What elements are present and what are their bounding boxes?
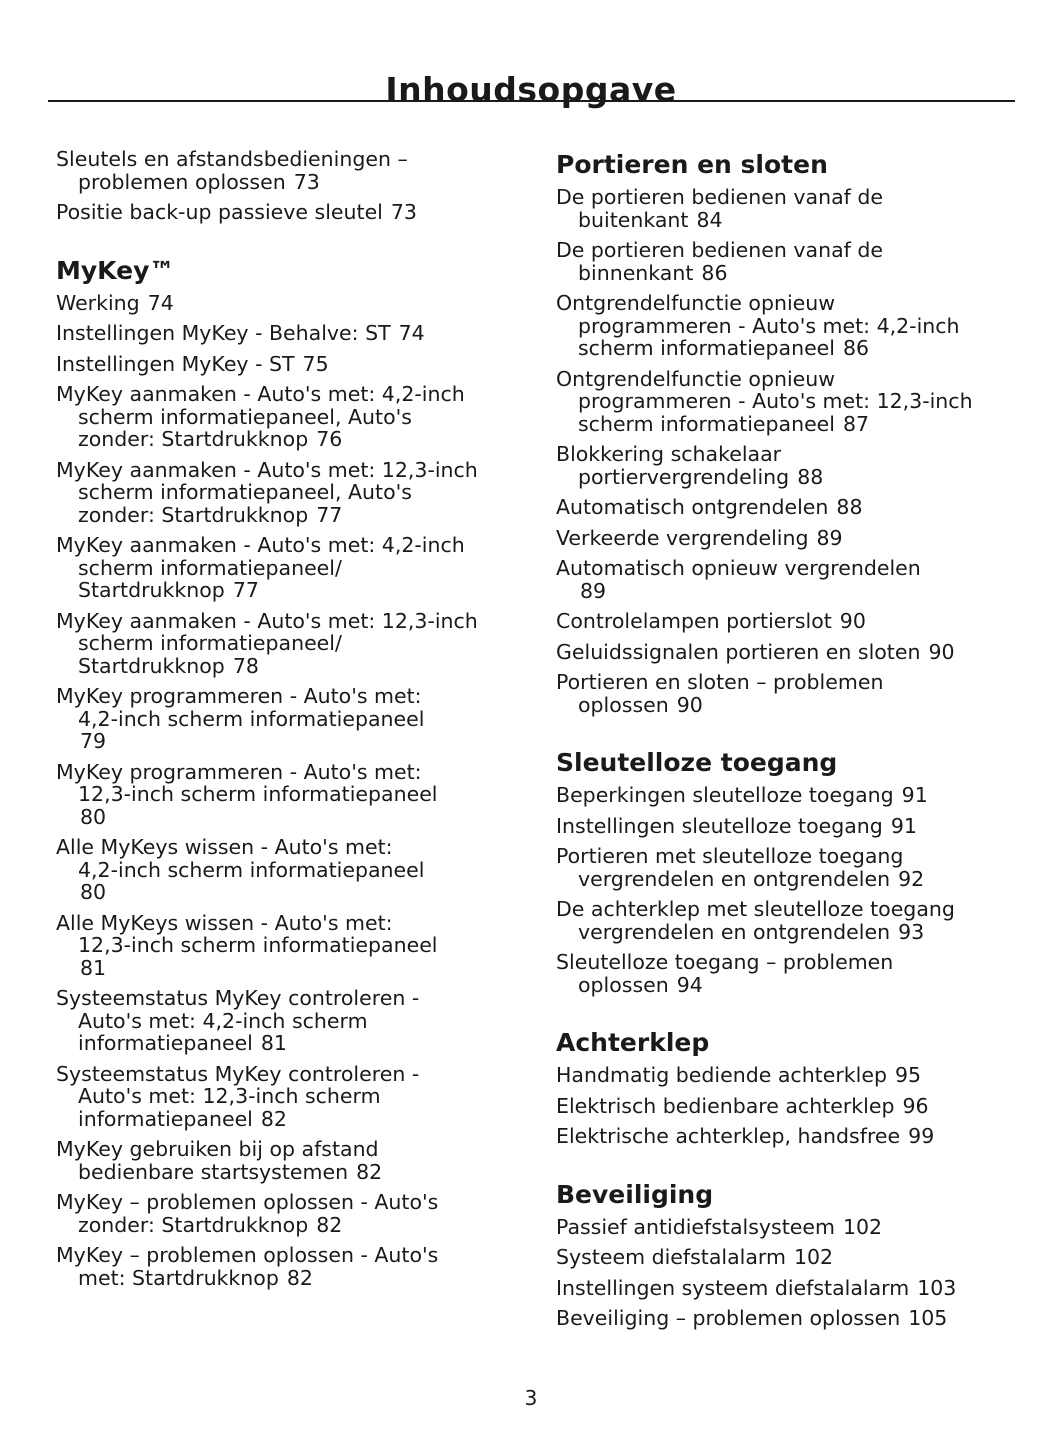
toc-entry-last-line: [556, 815, 1008, 838]
toc-entry-text: programmeren - Auto's met: 12,3-inch: [578, 389, 973, 413]
toc-entry-last-line: [556, 1125, 1008, 1148]
toc-page-number: 91: [890, 813, 917, 838]
toc-entry-text: scherm informatiepaneel, Auto's: [78, 480, 412, 504]
toc-entry-text: met: Startdrukknop: [78, 1265, 279, 1290]
toc-entry-text: scherm informatiepaneel/: [78, 555, 342, 580]
toc-entry-text: Elektrische achterklep, handsfree: [556, 1124, 901, 1148]
toc-page-number: 81: [260, 1031, 287, 1055]
toc-page-number: 84: [696, 207, 723, 232]
toc-entry-text: Werking: [56, 290, 140, 315]
toc-entry-last-line: [56, 428, 508, 451]
toc-entry-text: zonder: Startdrukknop: [78, 427, 309, 451]
toc-entry-text: MyKey aanmaken - Auto's met: 12,3-inch: [56, 608, 478, 633]
section-heading: Beveiliging: [556, 1179, 714, 1209]
toc-entry-last-line: [56, 353, 508, 376]
toc-entry-last-line: [556, 694, 1008, 717]
toc-entry-last-line: [556, 1095, 1008, 1118]
toc-entry-text: Systeemstatus MyKey controleren -: [56, 1061, 420, 1086]
toc-entry-last-line: [56, 730, 508, 753]
toc-entry[interactable]: [556, 496, 1008, 519]
toc-entry-text: Alle MyKeys wissen - Auto's met:: [56, 835, 393, 859]
toc-page-number: 88: [797, 464, 824, 489]
toc-entry-text: MyKey programmeren - Auto's met:: [56, 684, 422, 708]
toc-entry-text: Ontgrendelfunctie opnieuw: [556, 366, 836, 391]
toc-entry[interactable]: [556, 292, 1008, 360]
toc-entry-last-line: [556, 580, 1008, 603]
toc-entry-text: Beveiliging – problemen oplossen: [556, 1306, 901, 1330]
toc-entry-text: 12,3-inch scherm informatiepaneel: [78, 782, 438, 806]
page-number: 3: [524, 1386, 538, 1410]
toc-entry-text: informatiepaneel: [78, 1106, 253, 1131]
toc-entry-last-line: [556, 974, 1008, 997]
section-heading: Portieren en sloten: [556, 150, 828, 179]
toc-page-number: 99: [908, 1124, 935, 1148]
toc-page-number: 82: [286, 1265, 313, 1290]
toc-entry[interactable]: [556, 1277, 1008, 1300]
toc-column-left: [56, 148, 508, 1319]
toc-entry-text: Systeem diefstalalarm: [556, 1245, 786, 1269]
toc-entry[interactable]: [56, 685, 508, 753]
toc-entry[interactable]: [56, 1191, 508, 1236]
toc-page-number: 92: [898, 866, 925, 891]
toc-section-achterklep: [556, 1026, 1008, 1148]
toc-entry[interactable]: [56, 836, 508, 904]
toc-entry-last-line: [56, 806, 508, 829]
toc-entry-last-line: [556, 641, 1008, 664]
toc-entry-text: zonder: Startdrukknop: [78, 1212, 309, 1237]
toc-entry-last-line: [56, 1267, 508, 1290]
toc-entry[interactable]: [556, 239, 1008, 284]
toc-entry-last-line: [556, 1246, 1008, 1269]
toc-entry[interactable]: [556, 610, 1008, 633]
toc-entry[interactable]: [56, 1138, 508, 1183]
toc-entry-text: informatiepaneel: [78, 1031, 253, 1055]
toc-page-number: 74: [398, 321, 425, 345]
toc-page-number: 90: [839, 609, 866, 633]
toc-entry-text: De achterklep met sleutelloze toegang: [556, 897, 955, 921]
toc-column-right: [556, 148, 1008, 1360]
toc-entry-text: 12,3-inch scherm informatiepaneel: [78, 933, 438, 957]
toc-section-intro: [56, 148, 508, 224]
toc-entry-text: MyKey gebruiken bij op afstand: [56, 1137, 379, 1161]
toc-entry-text: Geluidssignalen portieren en sloten: [556, 639, 921, 664]
toc-entry-last-line: [556, 610, 1008, 633]
toc-entry[interactable]: [56, 292, 508, 315]
toc-entry[interactable]: [56, 987, 508, 1055]
toc-page-number: 82: [356, 1159, 383, 1184]
toc-page-number: 80: [80, 880, 107, 904]
toc-entry[interactable]: [556, 1095, 1008, 1118]
toc-entry[interactable]: [556, 1246, 1008, 1269]
toc-entry[interactable]: [556, 815, 1008, 838]
toc-page-number: 73: [293, 169, 320, 194]
toc-entry-last-line: [556, 527, 1008, 550]
toc-entry-last-line: [56, 957, 508, 980]
toc-entry[interactable]: [56, 459, 508, 527]
toc-entry[interactable]: [56, 148, 508, 193]
toc-entry-last-line: [556, 1307, 1008, 1330]
toc-entry-text: Ontgrendelfunctie opnieuw: [556, 291, 836, 315]
toc-entry-last-line: [56, 1214, 508, 1237]
toc-entry-text: MyKey aanmaken - Auto's met: 4,2-inch: [56, 533, 465, 557]
toc-entry[interactable]: [556, 368, 1008, 436]
toc-entry[interactable]: [56, 1244, 508, 1289]
toc-entry-text: MyKey aanmaken - Auto's met: 12,3-inch: [56, 457, 478, 482]
toc-page-number: 80: [80, 804, 107, 829]
toc-entry[interactable]: [556, 641, 1008, 664]
toc-entry-last-line: [556, 868, 1008, 891]
toc-entry[interactable]: [556, 845, 1008, 890]
toc-entry-last-line: [556, 209, 1008, 232]
toc-entry-last-line: [56, 881, 508, 904]
toc-page-number: 90: [676, 692, 703, 717]
toc-page-number: 102: [793, 1245, 834, 1269]
toc-section-beveiliging: [556, 1178, 1008, 1330]
toc-entry-text: Instellingen MyKey - ST: [56, 351, 295, 376]
toc-page-number: 96: [902, 1093, 929, 1118]
toc-page-number: 77: [316, 502, 343, 527]
toc-entry[interactable]: [56, 761, 508, 829]
toc-entry-text: programmeren - Auto's met: 4,2-inch: [578, 313, 960, 338]
toc-entry-last-line: [556, 921, 1008, 944]
toc-page-number: 81: [80, 955, 107, 980]
toc-entry-text: bedienbare startsystemen: [78, 1159, 349, 1184]
toc-entry-text: binnenkant: [578, 260, 694, 285]
toc-entry-last-line: [56, 655, 508, 678]
toc-section-sleutelloze-toegang: [556, 746, 1008, 996]
toc-entry-text: Startdrukknop: [78, 653, 225, 678]
toc-entry[interactable]: [556, 951, 1008, 996]
toc-entry-text: scherm informatiepaneel, Auto's: [78, 404, 412, 429]
section-heading: MyKey™: [56, 255, 175, 285]
toc-entry-last-line: [56, 201, 508, 224]
toc-page-number: 82: [260, 1106, 287, 1131]
toc-entry-text: scherm informatiepaneel/: [78, 631, 342, 655]
toc-entry[interactable]: [556, 784, 1008, 807]
toc-entry[interactable]: [56, 610, 508, 678]
toc-entry-text: oplossen: [578, 972, 669, 997]
toc-entry-text: Systeemstatus MyKey controleren -: [56, 986, 420, 1010]
toc-entry-text: De portieren bedienen vanaf de: [556, 238, 884, 262]
toc-page-number: 82: [316, 1212, 343, 1237]
toc-entry-text: 4,2-inch scherm informatiepaneel: [78, 857, 425, 882]
toc-entry[interactable]: [556, 1125, 1008, 1148]
toc-entry[interactable]: [56, 1063, 508, 1131]
toc-entry-text: Blokkering schakelaar: [556, 442, 782, 466]
title-divider: [48, 100, 1015, 102]
toc-entry-last-line: [56, 1161, 508, 1184]
toc-entry-text: Automatisch opnieuw vergrendelen: [556, 556, 921, 580]
toc-entry-last-line: [56, 322, 508, 345]
section-heading: Sleutelloze toegang: [556, 748, 838, 777]
toc-entry-text: Instellingen systeem diefstalalarm: [556, 1275, 910, 1300]
toc-entry-text: scherm informatiepaneel: [578, 411, 835, 436]
toc-page-number: 79: [80, 729, 107, 753]
toc-entry-text: Auto's met: 4,2-inch scherm: [78, 1008, 368, 1033]
toc-entry[interactable]: [56, 383, 508, 451]
toc-entry-last-line: [56, 1032, 508, 1055]
toc-entry-last-line: [56, 504, 508, 527]
toc-entry-text: MyKey aanmaken - Auto's met: 4,2-inch: [56, 382, 465, 406]
toc-entry-text: Verkeerde vergrendeling: [556, 525, 809, 550]
toc-entry-last-line: [56, 579, 508, 602]
toc-entry[interactable]: [556, 1064, 1008, 1087]
toc-entry-text: Portieren en sloten – problemen: [556, 670, 884, 694]
toc-entry-text: problemen oplossen: [78, 169, 286, 194]
toc-page-number: 102: [842, 1214, 883, 1239]
toc-page-number: 86: [701, 260, 728, 285]
toc-page-number: 89: [816, 525, 843, 550]
toc-page-number: 103: [917, 1275, 957, 1300]
page-title: Inhoudsopgave: [385, 70, 677, 110]
toc-entry-text: Sleutelloze toegang – problemen: [556, 950, 894, 974]
toc-entry-text: Startdrukknop: [78, 578, 225, 602]
toc-page-number: 73: [390, 200, 417, 224]
toc-entry-text: MyKey – problemen oplossen - Auto's: [56, 1190, 439, 1214]
toc-entry-text: De portieren bedienen vanaf de: [556, 185, 884, 209]
toc-page-number: 88: [836, 495, 863, 519]
toc-entry[interactable]: [56, 322, 508, 345]
toc-entry-last-line: [556, 337, 1008, 360]
toc-entry[interactable]: [556, 527, 1008, 550]
toc-entry-last-line: [56, 171, 508, 194]
toc-entry-last-line: [556, 262, 1008, 285]
toc-page-number: 93: [898, 919, 925, 944]
toc-entry-last-line: [556, 1064, 1008, 1087]
toc-entry-last-line: [556, 466, 1008, 489]
toc-page-number: 95: [894, 1063, 922, 1087]
toc-entry-text: Elektrisch bedienbare achterklep: [556, 1093, 895, 1118]
toc-page-number: 86: [843, 336, 870, 360]
toc-page-number: 75: [302, 351, 329, 376]
toc-entry-last-line: [556, 496, 1008, 519]
toc-entry[interactable]: [556, 443, 1008, 488]
toc-entry[interactable]: [556, 186, 1008, 231]
toc-section-mykey: [56, 254, 508, 1290]
toc-page-number: 91: [901, 783, 928, 807]
toc-entry-text: Portieren met sleutelloze toegang: [556, 844, 904, 868]
toc-page-number: 90: [928, 639, 955, 664]
toc-entry-text: scherm informatiepaneel: [578, 336, 835, 360]
toc-entry-last-line: [556, 1277, 1008, 1300]
toc-page-number: 77: [232, 578, 259, 602]
toc-entry[interactable]: [556, 1307, 1008, 1330]
toc-entry[interactable]: [556, 898, 1008, 943]
toc-page-number: 89: [580, 578, 607, 603]
toc-entry[interactable]: [556, 1216, 1008, 1239]
toc-entry-last-line: [56, 1108, 508, 1131]
toc-entry-text: vergrendelen en ontgrendelen: [578, 866, 891, 891]
toc-entry-text: Beperkingen sleutelloze toegang: [556, 783, 894, 807]
toc-entry-text: zonder: Startdrukknop: [78, 502, 309, 527]
toc-entry-text: buitenkant: [578, 207, 689, 232]
toc-page-number: 87: [843, 411, 870, 436]
toc-page-number: 105: [908, 1306, 948, 1330]
toc-page-number: 78: [232, 653, 259, 678]
toc-entry-text: oplossen: [578, 692, 669, 717]
toc-entry[interactable]: [56, 534, 508, 602]
toc-entry-last-line: [556, 784, 1008, 807]
toc-entry-text: Passief antidiefstalsysteem: [556, 1214, 835, 1239]
toc-entry-text: Instellingen sleutelloze toegang: [556, 813, 883, 838]
toc-entry[interactable]: [56, 353, 508, 376]
toc-entry-text: Sleutels en afstandsbedieningen –: [56, 147, 408, 171]
toc-entry-text: Auto's met: 12,3-inch scherm: [78, 1084, 381, 1108]
toc-page-number: 76: [316, 427, 343, 451]
toc-entry[interactable]: [556, 671, 1008, 716]
section-heading: Achterklep: [556, 1028, 710, 1057]
toc-page-number: 74: [147, 290, 174, 315]
toc-entry-last-line: [556, 1216, 1008, 1239]
toc-entry-text: portiervergrendeling: [578, 464, 790, 489]
toc-entry-text: MyKey programmeren - Auto's met:: [56, 759, 422, 784]
toc-entry-last-line: [556, 413, 1008, 436]
toc-entry-text: Automatisch ontgrendelen: [556, 495, 829, 519]
toc-entry-text: Positie back-up passieve sleutel: [56, 200, 383, 224]
toc-entry[interactable]: [56, 912, 508, 980]
toc-entry-text: 4,2-inch scherm informatiepaneel: [78, 706, 425, 731]
toc-entry-text: Alle MyKeys wissen - Auto's met:: [56, 910, 393, 935]
toc-page-number: 94: [676, 972, 703, 997]
toc-entry-text: vergrendelen en ontgrendelen: [578, 919, 891, 944]
toc-section-portieren-en-sloten: [556, 148, 1008, 716]
toc-entry-text: Instellingen MyKey - Behalve: ST: [56, 321, 391, 345]
toc-entry-text: MyKey – problemen oplossen - Auto's: [56, 1243, 439, 1267]
toc-entry-last-line: [56, 292, 508, 315]
toc-entry[interactable]: [56, 201, 508, 224]
toc-entry[interactable]: [556, 557, 1008, 602]
toc-entry-text: Controlelampen portierslot: [556, 609, 832, 633]
toc-entry-text: Handmatig bediende achterklep: [556, 1063, 887, 1087]
